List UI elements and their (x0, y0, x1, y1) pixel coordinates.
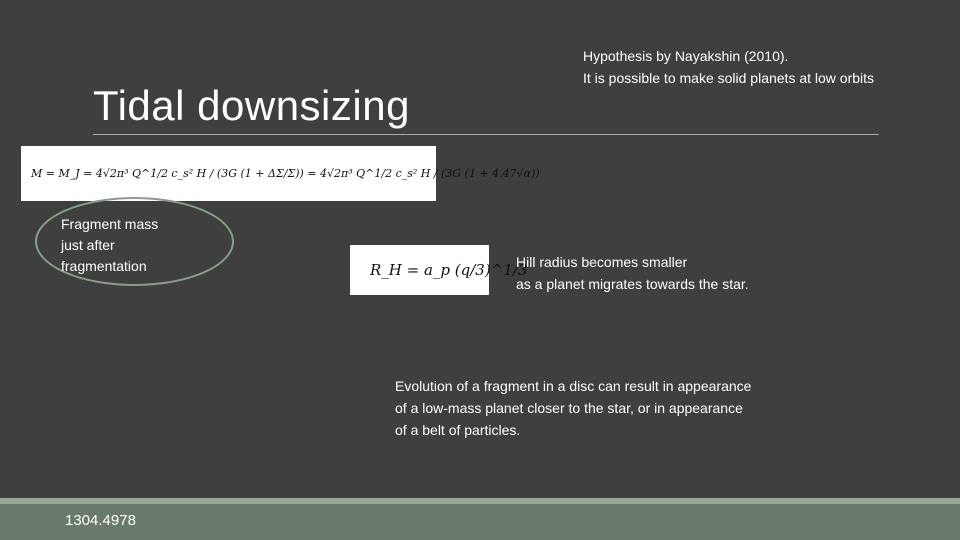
fragment-label-line-2: just after (61, 237, 115, 253)
hill-note-line-1: Hill radius becomes smaller (516, 254, 688, 270)
fragment-mass-formula-text: M = M_J = 4√2π³ Q^1/2 c_s² H / (3G (1 + ΔΣ/Σ)) = 4√2π³ Q^1/2 c_s² H / (3G (1 + 4.47√α)) (31, 167, 540, 180)
title-divider (93, 134, 879, 135)
evolution-line-3: of a belt of particles. (395, 422, 521, 438)
fragment-mass-formula (21, 146, 540, 201)
hypothesis-line-1: Hypothesis by Nayakshin (2010). (583, 48, 789, 64)
fragment-label-line-1: Fragment mass (61, 216, 159, 232)
footer-band (0, 504, 960, 540)
hill-radius-formula (350, 245, 528, 295)
hypothesis-note (583, 45, 874, 89)
evolution-note (395, 375, 751, 441)
evolution-line-2: of a low-mass planet closer to the star, or in appearance (395, 400, 743, 416)
hypothesis-line-2: It is possible to make solid planets at low orbits (583, 70, 875, 86)
hill-note-line-2: as a planet migrates towards the star. (516, 276, 749, 292)
arxiv-reference: 1304.4978 (65, 512, 136, 529)
fragment-mass-label (61, 214, 158, 277)
hill-radius-formula-text: R_H = a_p (q/3)^1/3 (370, 261, 528, 279)
evolution-line-1: Evolution of a fragment in a disc can result in appearance (395, 378, 752, 394)
fragment-label-line-3: fragmentation (61, 258, 147, 274)
slide-title: Tidal downsizing (93, 82, 410, 129)
hill-radius-note (516, 251, 749, 295)
